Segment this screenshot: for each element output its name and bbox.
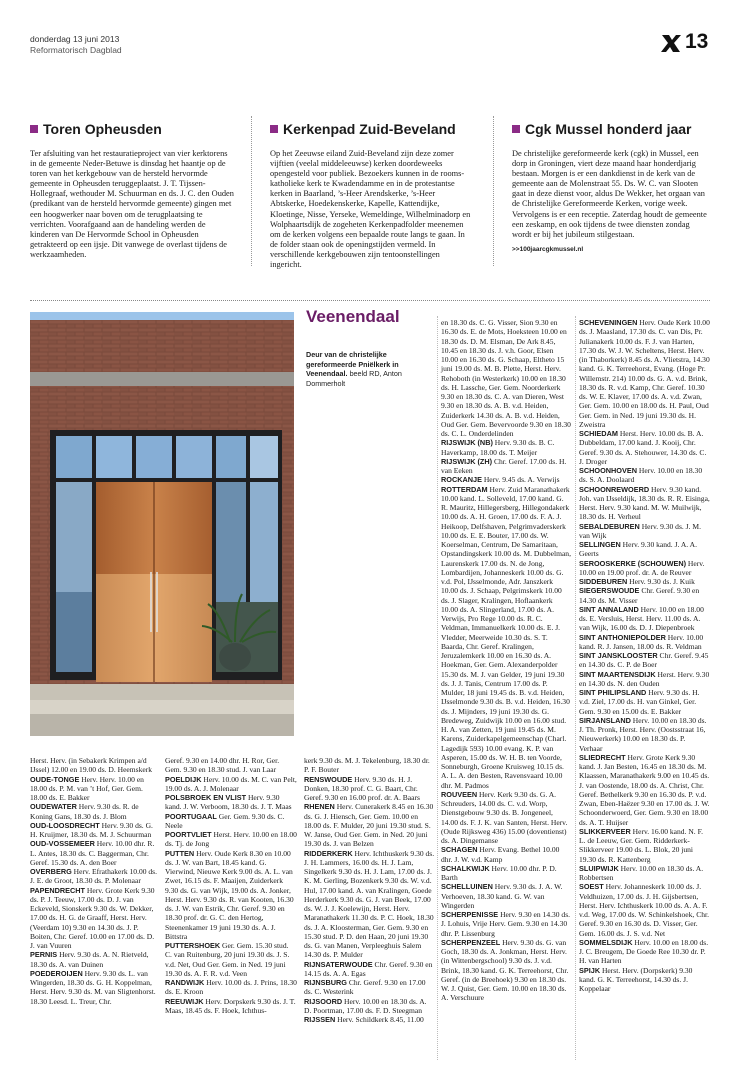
- town-name: SCHOONHOVEN: [579, 466, 637, 475]
- newspaper-name: Reformatorisch Dagblad: [30, 45, 122, 55]
- article-kerkenpad: [270, 120, 473, 270]
- listing-entry: REEUWIJK Herv. Dorpskerk 9.30 ds. J. T. Maas, 18.45 ds. F. Hoek, Ichthus-: [165, 996, 296, 1015]
- town-name: POORTVLIET: [165, 830, 212, 839]
- town-name: RIJNSATERWOUDE: [304, 959, 373, 969]
- listing-entry: Geref. 9.30 en 14.00 dhr. H. Ror, Ger. Gem. 9.30 en 18.30 stud. J. van Laar: [165, 756, 280, 775]
- listing-entry: SINT ANNALAND Herv. 10.00 en 18.00 ds. E. Versluis, Herst. Herv. 11.00 ds. A. van Wijk, 16.00 ds. D. J. Diepenbroek: [579, 604, 704, 633]
- listing-entry: OVERBERG Herv. Efrathakerk 10.00 ds. J. E. de Groot, 18.30 ds. P. Molenaar: [30, 867, 157, 886]
- listing-entry: en 18.30 ds. C. G. Visser, Sion 9.30 en 16.30 ds. E. de Mots, Hoeksteen 10.00 en 18.30 ds. D. M. Elsman, De Ark 8.45, 10.45 en 18.30 ds. J. v.h. Goor, Elsen 10.00 en 16.30 ds. G. Schaap, Eltheto 15 juni 19.00 ds. M. B. Plette, Herst. Herv. Rehoboth (in Westerkerk) 10.00 en 18.30 ds. H. Lassche, Ger. Gem. Noorderkerk 9.30 en 18.30 ds. C. A. van Dieren, West 9.30 en 18.30 ds. A. B. v.d. Heiden, Zuiderkerk 14.30 ds. A. B. v.d. Heiden, Oud Ger. Gem. Bevervoorde 9.30 en 18.30 ds. C. L. Onderdelinden: [441, 318, 571, 438]
- town-name: PUTTERSHOEK: [165, 941, 221, 950]
- town-name: SCHERPENZEEL: [441, 937, 501, 947]
- town-name: POEDEROIJEN: [30, 968, 83, 978]
- listing-entry: SINT MAARTENSDIJK Herst. Herv. 9.30 en 14.30 ds. N. den Ouden: [579, 669, 710, 688]
- town-name: REEUWIJK: [165, 996, 204, 1006]
- town-name: SINT PHILIPSLAND: [579, 688, 647, 697]
- listing-entry: SEROOSKERKE (SCHOUWEN) Herv. 10.00 en 19.00 prof. dr. A. de Reuver: [579, 558, 705, 577]
- town-name: RIJSWIJK (NB): [441, 438, 493, 448]
- town-name: SLUIPWIJK: [579, 863, 619, 873]
- listing-entry: POEDEROIJEN Herv. 9.30 ds. L. van Wingerden, 18.30 ds. G. H. Koppelman, Herst. Herv. 9.30 ds. M. van Sligtenhorst. 18.30 Leesd. L. Treur, Chr.: [30, 968, 156, 1006]
- column-divider: [493, 116, 494, 266]
- section-square-icon: [512, 125, 520, 133]
- town-name: RENSWOUDE: [304, 774, 353, 784]
- listing-entry: SELLINGEN Herv. 9.30 kand. J. A. A. Geerts: [579, 540, 698, 559]
- town-name: SCHIEDAM: [579, 429, 618, 438]
- listing-entry: SCHOONHOVEN Herv. 10.00 en 18.30 ds. S. A. Doolaard: [579, 466, 703, 485]
- town-name: SIRJANSLAND: [579, 715, 631, 725]
- town-name: ROTTERDAM: [441, 484, 488, 494]
- listing-entry: OUD-LOOSDRECHT Herv. 9.30 ds. G. H. Kruijmer, 18.30 ds. M. J. Schuurman: [30, 820, 153, 839]
- section-square-icon: [270, 125, 278, 133]
- town-name: POELDIJK: [165, 774, 202, 784]
- listing-column-3: [304, 756, 435, 1024]
- town-name: SINT ANNALAND: [579, 604, 639, 614]
- town-name: RHENEN: [304, 802, 335, 812]
- listing-entry: SCHIEDAM Herst. Herv. 10.00 ds. B. A. Dubbeldam, 17.00 kand. J. Kooij, Chr. Geref. 9.30 ds. A. Stehouwer, 14.30 ds. C. J. Droger: [579, 429, 707, 466]
- listing-entry: OUDE-TONGE Herv. Herv. 10.00 en 18.00 ds. P. M. van ’t Hof, Ger. Gem. 18.00 ds. E. Bakker: [30, 774, 144, 802]
- listing-entry: SIRJANSLAND Herv. 10.00 en 18.30 ds. J. Th. Pronk, Herst. Herv. (Oostsstraat 16, Nieuwerkerk) 10.00 en 18.30 ds. P. Verhaar: [579, 715, 707, 753]
- town-name: SELLINGEN: [579, 540, 621, 549]
- listing-column-2: [165, 756, 297, 1015]
- town-name: OUDEWATER: [30, 802, 77, 812]
- listing-column-divider: [437, 316, 438, 1060]
- article-body: Ter afsluiting van het restauratieproject van vier kerktorens in de gemeente Neder-Betuwe is dinsdag het haantje op de toren van het kerkgebouw van de hersteld hervormde gemeente in Opheusden teruggeplaatst. J. T. Tijssen-Hollegraaf, wethouder M. Schuurman en ds. J. C. den Ouden (predikant van de hersteld hervormde gemeente) gingen met een hoogwerker naar boven om de terugplaatsing te verrichten. Voorafgaand aan de handeling werden de kinderen van De Hervormde School in Opheusden getrakteerd op een ijsje. Dit vanwege de overlast tijdens de werkzaamheden.: [30, 149, 234, 259]
- town-name: OUD-LOOSDRECHT: [30, 820, 100, 830]
- town-name: RANDWIJK: [165, 978, 205, 987]
- publication-date: donderdag 13 juni 2013: [30, 34, 120, 44]
- listing-entry: SLIKKERVEER Herv. 16.00 kand. N. F. L. de Leeuw, Ger. Gem. Ridderkerk-Slikkerveer 19.00 ds. L. Blok, 20 juni 19.30 ds. R. Kattenberg: [579, 826, 704, 864]
- town-name: SLIKKERVEER: [579, 826, 631, 836]
- listing-entry: RIJSSEN Herv. Schildkerk 8.45, 11.00: [304, 1015, 424, 1024]
- town-name: SCHALKWIJK: [441, 863, 490, 873]
- listing-entry: SIEGERSWOUDE Chr. Geref. 9.30 en 14.30 ds. M. Visser: [579, 586, 700, 605]
- listing-entry: SCHERPENZEEL Herv. 9.30 ds. G. van Goch, 18.30 ds. A. Jonkman, Herst. Herv. (in Wittenbergschool) 9.30 ds. J. v.d. Brink, 18.30 kand. G. K. Terreehorst, Chr. Geref. (in de Breehoek) 9.30 en 18.30 ds. W. J. Quist, Ger. Gem. 10.00 en 18.30 ds. A. Verschuure: [441, 937, 569, 1003]
- listing-entry: ROTTERDAM Herv. Zuid Maranathakerk 10.00 kand. L. Solleveld, 17.00 kand. G. R. Mauritz, Hillegersberg, Hillegondakerk 10.00 ds. A. H. Groen, 17.00 ds. F. A. J. Heikoop, Delfshaven, Pelgrimvaderskerk 10.00 ds. E. E. Bouter, 17.00 ds. W. Koerselman, Centrum, De Samaritaan, Opstandingskerk 10.00 ds. M. Dubbelman, Laurenskerk 17.00 ds. N. de Jong, Lombardijen, Johanneskerk 10.00 ds. G. v.d. Pol, IJsselmonde, Adr. Janszkerk 10.00 ds. J. Schaap, Pelgrimskerk 10.00 ds. J. Slager, Kralingen, Hoflaankerk 10.00 ds. A. Slingerland, 17.00 ds. A. Verwijs, Pro Rege 10.00 ds. R. C. Veldman, Immanuelkerk 10.00 ds. E. J. Vledder, Meerweide 10.30 ds. S. T. Baarda, Chr. Geref. Kralingen, Jeruzalemkerk 10.00 en 16.30 ds. A. Hoekman, Ger. Gem. Alexanderpolder 15.30 ds. M. J. van Gelder, 19 juni 19.30 ds. J. J. Tanis, Centrum 17.00 ds. P. Mulder, 18 juni 19.45 ds. B. v.d. Heiden, IJsselmonde 9.30 ds. B. v.d. Heiden, 16.30 ds. J. Mijnders, 19 juni 19.30 ds. G. Bredeweg, Zuidwijk 10.00 en 16.00 stud. H. A. van Zetten, 19 juni 19.45 ds. M. Karens, Zuiderkapelgemeenschap (Charl. Lagedijk 593) 10.00 evang. K. P. van Asperen, 15.00 ds. W. H. B. ten Voorde, Sonneburgh, Groene Kruisweg 10.15 ds. A. L. A. den Besten, Ravensvaard 10.00 dhr. M. Padmos: [441, 484, 571, 790]
- town-name: OVERBERG: [30, 867, 72, 876]
- listing-entry: ROUVEEN Herv. Kerk 9.30 ds. G. A. Schreuders, 14.00 ds. C. v.d. Worp, Dienstgebouw 9.30 ds. B. Jongeneel, 14.00 ds. F. J. K. van Santen, Herst. Herv. (Oude Rijksweg 436) 15.00 (doventienst) ds. A. Dingemanse: [441, 789, 568, 845]
- town-name: SEBALDEBUREN: [579, 521, 640, 531]
- listing-entry: RIJSOORD Herv. 10.00 en 18.30 ds. A. D. Poortman, 17.00 ds. F. D. Steegman: [304, 996, 427, 1015]
- listing-entry: RIJSWIJK (NB) Herv. 9.30 ds. B. C. Haverkamp, 18.00 ds. T. Meijer: [441, 438, 555, 457]
- listing-entry: OUD-VOSSEMEER Herv. 10.00 dhr. R. L. Antes, 18.30 ds. C. Baggerman, Chr. Geref. 15.30 ds. A. den Boer: [30, 839, 155, 867]
- listing-entry: RIJNSBURG Chr. Geref. 9.30 en 17.00 ds. C. Westerink: [304, 978, 426, 997]
- town-name: SPIJK: [579, 965, 601, 975]
- church-door-illustration: [30, 312, 294, 736]
- listing-entry: ROCKANJE Herv. 9.45 ds. A. Verwijs: [441, 475, 560, 485]
- article-title: Toren Opheusden: [30, 120, 235, 138]
- listing-entry: Herst. Herv. (in Sebakerk Krimpen a/d IJssel) 12.00 en 19.00 ds. D. Heemskerk: [30, 756, 152, 775]
- page-number: 13: [685, 30, 709, 53]
- listing-entry: SCHELLUINEN Herv. 9.30 ds. J. A. W. Verhoeven, 18.30 kand. G. W. van Wingerden: [441, 882, 563, 910]
- town-name: PUTTEN: [165, 848, 195, 858]
- article-body: De christelijke gereformeerde kerk (cgk) in Mussel, een dorp in Groningen, viert deze maand haar honderdjarig bestaan. Morgen is er een dankdienst in de kerk van de gemeente aan de Molenstraat 55. Ds. W. C. van Slooten gaat in deze dienst voor, aldus De Wekker, het orgaan van de Christelijke Gereformeerde Kerken, vorige week. Vervolgens is er een receptie. Zaterdag houdt de gemeente een zeskamp, en ook tijdens de twee diensten zondag wordt er bij het jubileum stilgestaan.: [512, 149, 707, 239]
- column-divider: [251, 116, 252, 266]
- listing-column-divider: [575, 316, 576, 1060]
- listing-entry: POLSBROEK EN VLIST Herv. 9.30 kand. J. W. Verboom, 18.30 ds. J. T. Maas: [165, 793, 292, 812]
- town-name: ROUVEEN: [441, 789, 478, 799]
- town-name: SOMMELSDIJK: [579, 937, 633, 947]
- feature-title: Veenendaal: [306, 307, 400, 326]
- town-name: SOEST: [579, 882, 604, 892]
- listing-entry: PAPENDRECHT Herv. Grote Kerk 9.30 ds. P. J. Teeuw, 17.00 ds. D. J. van Eckeveld, Sionskerk 9.30 ds. W. Dekker, 17.00 ds. H. G. de Graaff, Herst. Herv. (Veerdam 10) 9.30 en 14.30 ds. J. P. Boiten, Chr. Geref. 10.00 en 17.00 ds. D. J. van Vuuren: [30, 885, 155, 950]
- town-name: PAPENDRECHT: [30, 885, 86, 895]
- town-name: SCHERPENISSE: [441, 910, 499, 919]
- photo-caption: [306, 350, 434, 388]
- listing-entry: RANDWIJK Herv. 10.00 ds. J. Prins, 18.30 ds. E. Kroon: [165, 978, 297, 997]
- town-name: SIDDEBUREN: [579, 577, 628, 586]
- listing-entry: RHENEN Herv. Cunerakerk 8.45 en 16.30 ds. G. J. Hiensch, Ger. Gem. 10.00 en 18.00 ds. F. Mulder, 20 juni 19.30 stud. S. W. Janse, Oud Ger. Gem. in Ned. 20 juni 19.30 ds. J. van Belzen: [304, 802, 434, 849]
- town-name: SCHELLUINEN: [441, 882, 493, 892]
- listing-entry: SCHEVENINGEN Herv. Oude Kerk 10.00 ds. J. Maasland, 17.30 ds. C. van Dis, Pr. Julianakerk 10.00 ds. F. J. van Harten, 17.30 ds. W. J. W. Scheltens, Herst. Herv. (in Thaborkerk) 8.45 ds. A. Vlietstra, 14.30 kand. G. K. Terreehorst, Evang. (Hoge Pr. Willemstr. 214) 10.00 ds. G. A. v.d. Brink, 18.30 ds. R. v.d. Kamp, Chr. Geref. 10.30 ds. W. E. Klaver, 17.00 ds. A. v.d. Zwan, Ger. Gem. 10.00 en 18.00 ds. H. Paul, Oud Ger. Gem. in Ned. 19 juni 19.30 ds. H. Zweistra: [579, 318, 710, 429]
- listing-entry: SOMMELSDIJK Herv. 10.00 en 18.00 ds. J. C. Breugem, De Goede Ree 10.30 dr. P. H. van Harten: [579, 937, 709, 966]
- article-title: Kerkenpad Zuid-Beveland: [270, 120, 473, 138]
- listing-entry: SOEST Herv. Johanneskerk 10.00 ds. J. Veldhuizen, 17.00 ds. J. H. Gijsbertsen, Herst. Herv. Ichthuskerk 10.00 ds. A. A. F. v.d. Weg, 17.00 ds. W. Schinkelshoek, Chr. Geref. 9.30 en 16.30 ds. D. Visser, Ger. Gem. 16.00 ds. J. S. v.d. Net: [579, 882, 709, 938]
- listing-entry: SLIEDRECHT Herv. Grote Kerk 9.30 kand. J. Jan Besten, 16.45 en 18.30 ds. M. Klaassen, Maranathakerk 9.00 en 10.45 ds. J. van Oostende, 18.00 ds. A. Christ, Chr. Geref. Bethelkerk 9.30 en 16.30 ds. P. v.d. Zwan, Eben-Haëzer 9.30 en 17.00 ds. J. W. Schoonderwoerd, Ger. Gem. 9.30 en 18.00 ds. A. T. Huijser: [579, 752, 710, 827]
- listing-entry: RIJNSATERWOUDE Chr. Geref. 9.30 en 14.15 ds. A. A. Egas: [304, 959, 433, 978]
- town-name: SIEGERSWOUDE: [579, 586, 640, 596]
- listing-entry: PERNIS Herv. 9.30 ds. A. N. Rietveld, 18.30 ds. A. van Duinen: [30, 950, 149, 969]
- town-name: OUD-VOSSEMEER: [30, 839, 95, 849]
- town-name: POORTUGAAL: [165, 811, 217, 821]
- listing-entry: SINT ANTHONIEPOLDER Herv. 10.00 kand. R. J. Jansen, 18.00 ds. R. Veldman: [579, 632, 704, 651]
- article-cgk-mussel: [512, 120, 708, 253]
- town-name: SINT JANSKLOOSTER: [579, 651, 658, 660]
- listing-column-5: [579, 318, 710, 993]
- listing-entry: SIDDEBUREN Herv. 9.30 ds. J. Kuik: [579, 577, 695, 586]
- listing-entry: SLUIPWIJK Herv. 10.00 en 18.30 ds. A. Robbertsen: [579, 863, 704, 882]
- town-name: RIJNSBURG: [304, 978, 347, 987]
- town-name: SINT MAARTENSDIJK: [579, 669, 656, 679]
- page-header: [30, 28, 710, 68]
- town-name: SCHOONREWOERD: [579, 484, 650, 494]
- article-toren-opheusden: [30, 120, 235, 260]
- town-name: RIJSWIJK (ZH): [441, 456, 493, 466]
- listing-entry: SEBALDEBUREN Herv. 9.30 ds. J. M. van Wijk: [579, 521, 701, 540]
- listing-entry: SCHOONREWOERD Herv. 9.30 kand. Joh. van IJsseldijk, 18.30 ds. R. R. Eisinga, Herst. Herv. 9.30 kand. M. W. Muilwijk, 18.30 ds. H. Verheul: [579, 484, 710, 522]
- listing-column-4: [441, 318, 571, 1003]
- church-door-photo: [30, 312, 294, 736]
- town-name: RIJSSEN: [304, 1015, 336, 1024]
- town-name: ROCKANJE: [441, 475, 482, 485]
- town-name: SINT ANTHONIEPOLDER: [579, 632, 666, 642]
- listing-entry: PUTTEN Herv. Oude Kerk 8.30 en 10.00 ds. J. W. van Bart, 18.45 kand. G. Vierwind, Nieuwe Kerk 9.00 ds. A. L. van Zwet, 16.15 ds. F. Maaijen, Zuiderkerk 9.30 ds. G. van Wijk, 19.00 ds. A. Jonker, Herst. Herv. 9.30 ds. R. van Kooten, 16.30 ds. J. W. van Estrik, Chr. Geref. 9.30 en 18.30 prof. dr. G. C. den Hertog, Steenenkamer 19 juni 19.30 ds. A. J. Bittstra: [165, 848, 294, 941]
- listing-entry: POELDIJK Herv. 10.00 ds. M. C. van Pelt, 19.00 ds. A. J. Molenaar: [165, 774, 297, 793]
- listing-entry: OUDEWATER Herv. 9.30 ds. R. de Koning Gans, 18.30 ds. J. Blom: [30, 802, 139, 821]
- listing-entry: PUTTERSHOEK Ger. Gem. 15.30 stud. C. van Ruitenburg, 20 juni 19.30 ds. J. S. v.d. Net, Oud Ger. Gem. in Ned. 19 juni 19.30 ds. A. F. R. v.d. Veen: [165, 941, 290, 978]
- article-body: Op het Zeeuwse eiland Zuid-Beveland zijn deze zomer vijftien (veelal middeleeuwse) kerken doordeweeks opengesteld voor publiek. Bezoekers kunnen in de rooms-katholieke kerk te Kwadendamme en in de protestantse kerken in Baarland, ’s-Heer Arendskerke, ’s-Heer Abtskerke, Hoedekenskerke, Kapelle, Kattendijke, Kloetinge, Nisse, Yerseke, Wemeldinge, Wilhelminadorp en Wolphaartsdijk de zogeheten Kerkenpadfolder meenemen om de kerken volgens een bepaalde route langs te gaan. In de folder staan ook de openingstijden vermeld. In verschillende kerkgebouwen zijn tentoonstellingen ingericht.: [270, 149, 471, 270]
- section-divider: [30, 300, 710, 301]
- article-title: Cgk Mussel honderd jaar: [512, 120, 708, 138]
- listing-entry: SCHAGEN Herv. Evang. Bethel 10.00 dhr. J. W. v.d. Kamp: [441, 845, 560, 864]
- town-name: RIDDERKERK: [304, 848, 353, 858]
- town-name: PERNIS: [30, 950, 58, 960]
- listing-entry: SINT PHILIPSLAND Herv. 9.30 ds. H. v.d. Ziel, 17.00 ds. H. van Ginkel, Ger. Gem. 9.30 en 15.00 ds. E. Bakker: [579, 688, 700, 716]
- caption-text: Deur van de christelijke gereformeerde Pniëlkerk in Veenendaal.: [306, 350, 399, 379]
- newspaper-logo-icon: [660, 32, 682, 54]
- listing-entry: kerk 9.30 ds. M. J. Tekelenburg, 18.30 dr. P. F. Bouter: [304, 756, 430, 775]
- listing-entry: SCHALKWIJK Herv. 10.00 dhr. P. D. Barth: [441, 863, 557, 882]
- listing-entry: RIJSWIJK (ZH) Chr. Geref. 17.00 ds. H. van Eeken: [441, 456, 567, 475]
- listing-entry: POORTUGAAL Ger. Gem. 9.30 ds. C. Neele: [165, 811, 285, 830]
- listing-entry: SCHERPENISSE Herv. 9.30 en 14.30 ds. J. Lohuis, Vrije Herv. Gem. 9.30 en 14.30 dhr. P. Lissenburg: [441, 910, 571, 938]
- listing-entry: POORTVLIET Herst. Herv. 10.00 en 18.00 ds. Tj. de Jong: [165, 830, 297, 849]
- section-square-icon: [30, 125, 38, 133]
- town-name: SEROOSKERKE (SCHOUWEN): [579, 558, 687, 568]
- photo-credit: beeld RD, Anton Dommerholt: [306, 369, 402, 388]
- town-name: OUDE-TONGE: [30, 774, 80, 784]
- listing-entry: SINT JANSKLOOSTER Chr. Geref. 9.45 en 14.30 ds. C. P. de Boer: [579, 651, 709, 670]
- article-link[interactable]: >>100jaarcgkmussel.nl: [512, 245, 584, 253]
- listing-entry: SPIJK Herst. Herv. (Dorpskerk) 9.30 kand. G. K. Terreehorst, 14.30 ds. J. Koppelaar: [579, 965, 693, 993]
- town-name: SCHEVENINGEN: [579, 318, 638, 327]
- town-name: POLSBROEK EN VLIST: [165, 793, 247, 802]
- town-name: RIJSOORD: [304, 996, 343, 1006]
- town-name: SLIEDRECHT: [579, 752, 626, 762]
- listing-column-1: [30, 756, 160, 1006]
- town-name: SCHAGEN: [441, 845, 478, 855]
- listing-entry: RIDDERKERK Herv. Ichthuskerk 9.30 ds. J. H. Lammers, 16.00 ds. H. J. Lam, Singelkerk 9.30 ds. H. J. Lam, 17.00 ds. J. K. M. Gerling, Bozenkerk 9.30 ds. W. v.d. Hul, 17.00 kand. A. van Kralingen, Goede Herderkerk 9.30 ds. G. J. van Beek, 17.00 ds. W. J. J. Koelewijn, Herst. Herv. Maranathakerk 11.30 ds. P. C. Hoek, 18.30 ds. J. A. Kloosterman, Ger. Gem. 9.30 en 15.30 stud. P. D. den Haan, 20 juni 19.30 ds. G. van Manen, Verpleeghuis Salem 14.30 ds. P. Mulder: [304, 848, 435, 960]
- listing-entry: RENSWOUDE Herv. 9.30 ds. H. J. Donken, 18.30 prof. C. G. Baart, Chr. Geref. 9.30 en 16.00 prof. dr. A. Baars: [304, 774, 420, 802]
